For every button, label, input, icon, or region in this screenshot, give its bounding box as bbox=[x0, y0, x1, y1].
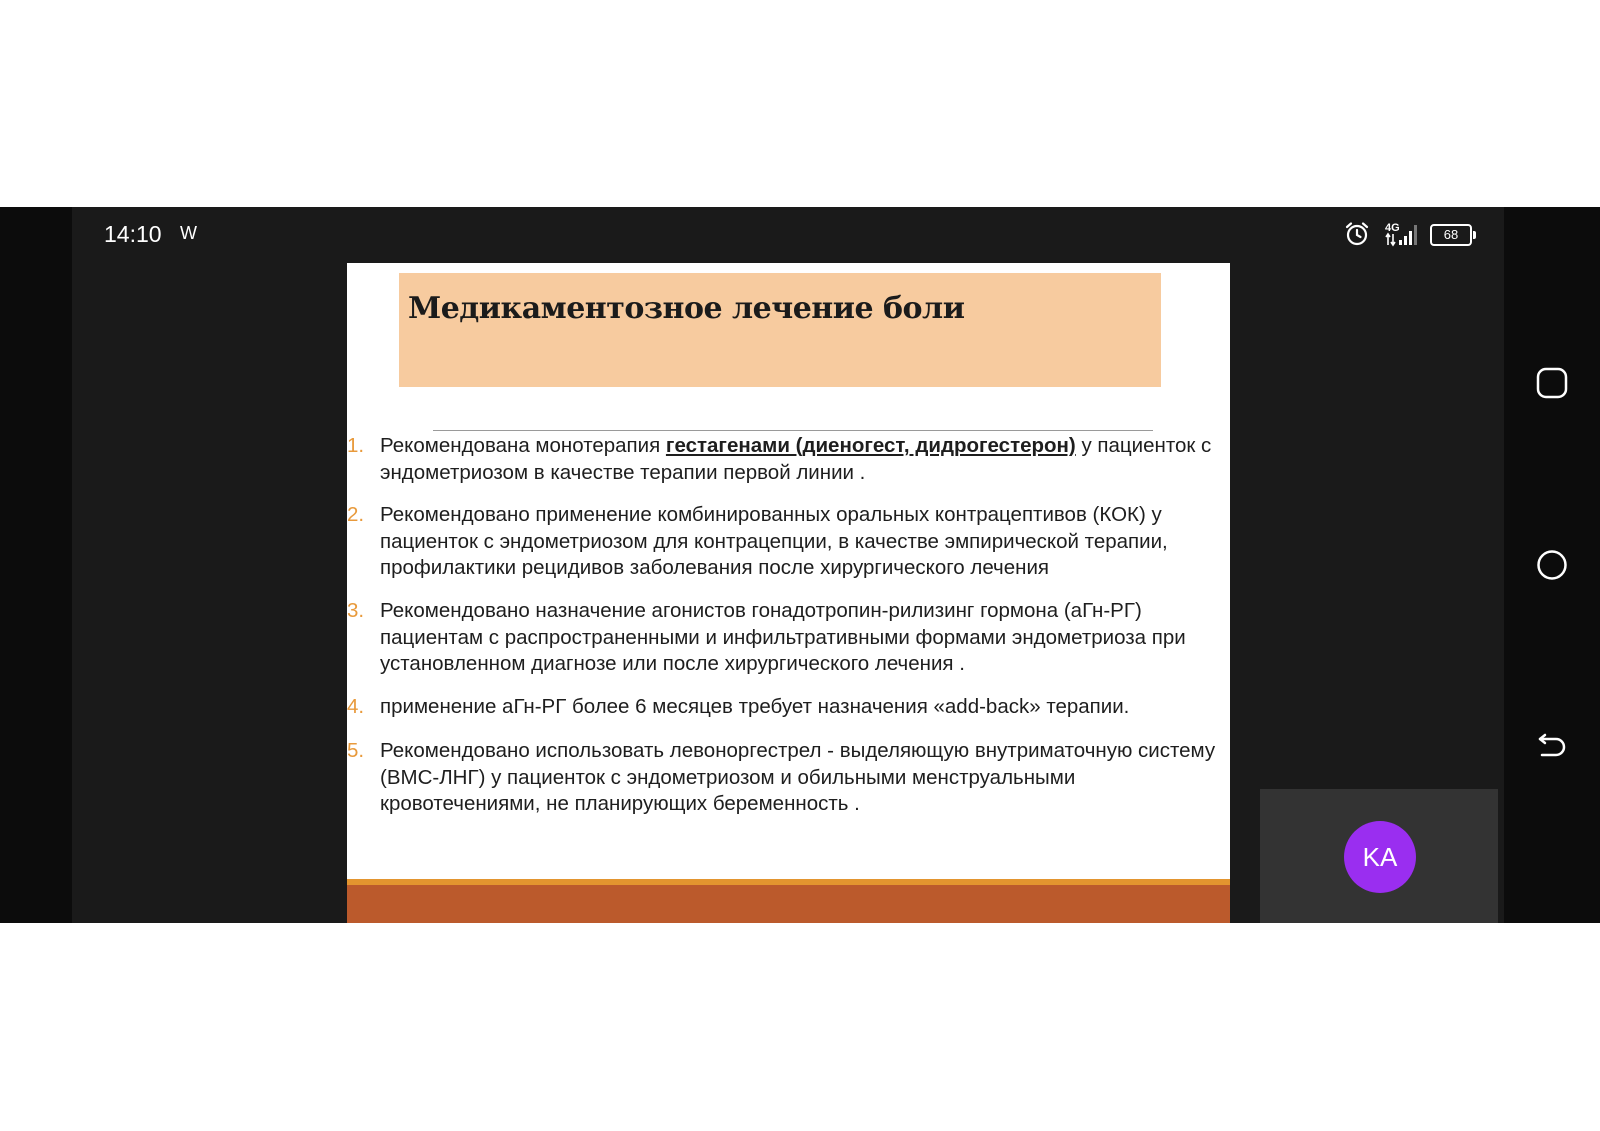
participant-tile[interactable] bbox=[1260, 789, 1498, 923]
list-item-number: 1. bbox=[347, 434, 365, 457]
list-item-text bbox=[380, 433, 1230, 486]
list-item-number: 5. bbox=[347, 739, 365, 762]
list-item-text: Рекомендовано использовать левоноргестрел - выделяющую внутриматочную систему (ВМС-ЛНГ) у пациенток с эндометриозом и обильными менструальными кровотечениями, не планирующих беременность . bbox=[380, 739, 1216, 815]
circle-nav-icon bbox=[1536, 549, 1568, 581]
list-item-text-end: у пациенток с эндометриозом в качестве терапии первой линии . bbox=[380, 434, 1212, 484]
presentation-slide bbox=[347, 263, 1230, 923]
divider-line bbox=[433, 430, 1153, 431]
slide-title-box bbox=[399, 273, 1161, 387]
cellular-signal-icon bbox=[1384, 219, 1424, 253]
home-button[interactable] bbox=[1536, 549, 1568, 585]
phone-screen bbox=[0, 207, 1600, 923]
back-button[interactable] bbox=[1536, 729, 1568, 765]
slide-footer-bar bbox=[347, 885, 1230, 923]
list-item-text: Рекомендовано применение комбинированных оральных контрацептивов (КОК) у пациенток с эндометриозом для контрацепции, в качестве эмпирической терапии, профилактики рецидивов заболевания после хирургического лечения bbox=[380, 503, 1168, 579]
status-time: 14:10 bbox=[104, 221, 162, 247]
list-item-text: применение аГн-РГ более 6 месяцев требует назначения «add-back» терапии. bbox=[380, 695, 1130, 718]
network-type-label: 4G bbox=[1385, 222, 1400, 234]
list-item-number: 2. bbox=[347, 503, 365, 526]
back-arrow-icon bbox=[1536, 729, 1568, 761]
battery-indicator: 68 bbox=[1430, 224, 1472, 246]
recents-button[interactable] bbox=[1536, 367, 1568, 403]
list-item-text-start: Рекомендована монотерапия bbox=[380, 434, 666, 457]
list-item-emphasis: гестагенами (диеногест, дидрогестерон) bbox=[665, 434, 1076, 457]
square-nav-icon bbox=[1536, 367, 1568, 399]
alarm-clock-icon bbox=[1344, 221, 1370, 251]
status-app-indicator: W bbox=[180, 223, 197, 243]
list-item-text: Рекомендовано назначение агонистов гонадотропин-рилизинг гормона (аГн-РГ) пациентам с распространенными и инфильтративными формами эндометриоза при установленном диагнозе или после хирургического лечения . bbox=[380, 599, 1186, 675]
slide-title: Медикаментозное лечение боли bbox=[408, 291, 965, 326]
list-item-number: 3. bbox=[347, 599, 365, 622]
list-item-number: 4. bbox=[347, 695, 365, 718]
screen-edge-left bbox=[0, 207, 72, 923]
avatar: KA bbox=[1344, 821, 1416, 893]
